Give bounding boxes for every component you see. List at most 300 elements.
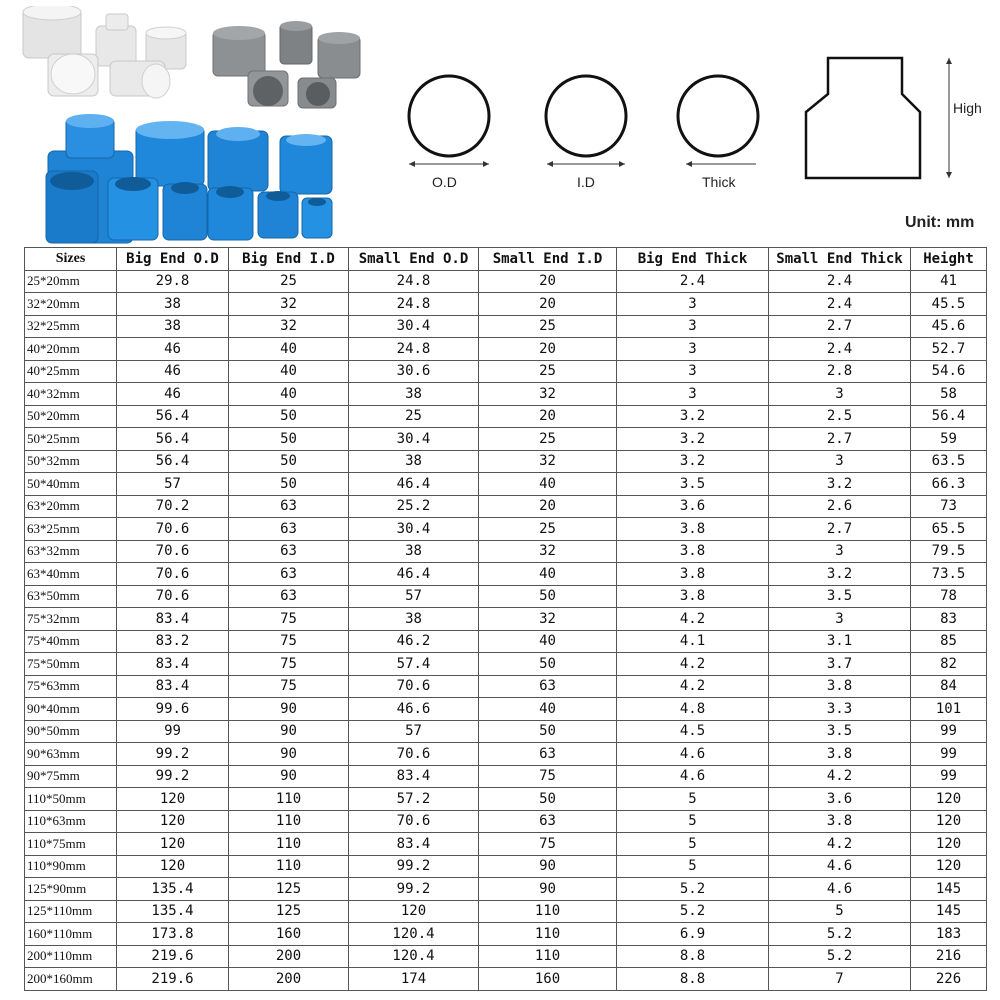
table-cell: 70.6: [349, 810, 479, 833]
table-cell: 32: [479, 608, 617, 631]
table-cell: 3: [617, 338, 769, 361]
table-cell: 200: [229, 968, 349, 991]
table-cell: 41: [911, 270, 987, 293]
high-label: High: [953, 100, 982, 116]
table-cell: 25: [479, 518, 617, 541]
table-cell: 110: [229, 855, 349, 878]
table-cell: 3.2: [617, 405, 769, 428]
table-cell: 110: [479, 900, 617, 923]
table-cell: 99: [117, 720, 229, 743]
table-cell: 99.2: [117, 765, 229, 788]
table-cell: 25: [479, 315, 617, 338]
table-cell: 3: [617, 293, 769, 316]
table-cell: 216: [911, 945, 987, 968]
table-row: [25, 810, 987, 833]
table-header-row: [25, 248, 987, 271]
table-cell: 99: [911, 765, 987, 788]
inner-diameter-diagram: [546, 76, 626, 167]
table-cell: 83.4: [349, 765, 479, 788]
thick-label: Thick: [702, 174, 736, 190]
table-cell: 50: [479, 653, 617, 676]
table-cell: 50: [229, 405, 349, 428]
table-cell: 110*90mm: [25, 855, 117, 878]
table-cell: 120: [117, 855, 229, 878]
table-cell: 3.5: [617, 473, 769, 496]
table-cell: 200*160mm: [25, 968, 117, 991]
table-cell: 70.6: [349, 675, 479, 698]
table-cell: 75*32mm: [25, 608, 117, 631]
blue-reducer-fittings-image: [46, 114, 332, 243]
table-row: [25, 675, 987, 698]
table-cell: 50*20mm: [25, 405, 117, 428]
table-cell: 46: [117, 360, 229, 383]
table-cell: 63: [479, 675, 617, 698]
table-cell: 50: [479, 788, 617, 811]
table-cell: 90*50mm: [25, 720, 117, 743]
spec-table: [24, 247, 987, 991]
table-cell: 145: [911, 878, 987, 901]
table-cell: 50*32mm: [25, 450, 117, 473]
table-cell: 40: [479, 630, 617, 653]
white-reducer-fittings-image: [23, 6, 186, 98]
table-cell: 3.7: [769, 653, 911, 676]
table-cell: 2.6: [769, 495, 911, 518]
table-row: [25, 878, 987, 901]
table-cell: 8.8: [617, 968, 769, 991]
table-cell: 2.7: [769, 518, 911, 541]
table-cell: 40: [229, 338, 349, 361]
table-cell: 24.8: [349, 338, 479, 361]
table-cell: 219.6: [117, 945, 229, 968]
table-cell: 70.6: [349, 743, 479, 766]
table-cell: 2.4: [769, 293, 911, 316]
table-cell: 5.2: [617, 878, 769, 901]
table-row: [25, 563, 987, 586]
table-cell: 8.8: [617, 945, 769, 968]
table-cell: 63*20mm: [25, 495, 117, 518]
table-cell: 63: [229, 540, 349, 563]
table-cell: 3.2: [769, 563, 911, 586]
table-cell: 120: [911, 810, 987, 833]
table-cell: 90: [229, 698, 349, 721]
header-cell-big-end-od: Big End O.D: [117, 248, 229, 271]
table-cell: 63*50mm: [25, 585, 117, 608]
table-cell: 2.7: [769, 428, 911, 451]
table-cell: 40: [479, 563, 617, 586]
table-cell: 56.4: [117, 405, 229, 428]
table-cell: 56.4: [911, 405, 987, 428]
header-cell-small-end-thick: Small End Thick: [769, 248, 911, 271]
header-cell-small-end-id: Small End I.D: [479, 248, 617, 271]
table-cell: 83: [911, 608, 987, 631]
table-cell: 90: [229, 720, 349, 743]
table-cell: 4.6: [769, 878, 911, 901]
table-cell: 70.6: [117, 540, 229, 563]
table-cell: 3.2: [769, 473, 911, 496]
table-cell: 99.6: [117, 698, 229, 721]
table-cell: 32: [229, 293, 349, 316]
table-cell: 2.4: [769, 270, 911, 293]
table-cell: 2.4: [769, 338, 911, 361]
table-cell: 120: [911, 855, 987, 878]
table-cell: 83.4: [349, 833, 479, 856]
table-cell: 75: [229, 675, 349, 698]
table-cell: 56.4: [117, 428, 229, 451]
table-cell: 3.8: [617, 540, 769, 563]
table-row: [25, 473, 987, 496]
table-cell: 20: [479, 270, 617, 293]
table-cell: 173.8: [117, 923, 229, 946]
table-cell: 3.2: [617, 450, 769, 473]
table-cell: 120: [349, 900, 479, 923]
table-cell: 50: [479, 585, 617, 608]
table-cell: 82: [911, 653, 987, 676]
table-cell: 32: [479, 450, 617, 473]
table-cell: 200*110mm: [25, 945, 117, 968]
table-cell: 160: [229, 923, 349, 946]
table-cell: 24.8: [349, 293, 479, 316]
table-cell: 101: [911, 698, 987, 721]
table-cell: 2.8: [769, 360, 911, 383]
table-cell: 20: [479, 405, 617, 428]
table-cell: 160*110mm: [25, 923, 117, 946]
table-row: [25, 495, 987, 518]
table-cell: 99.2: [349, 855, 479, 878]
table-cell: 63: [479, 743, 617, 766]
table-cell: 83.4: [117, 608, 229, 631]
table-cell: 20: [479, 293, 617, 316]
table-row: [25, 630, 987, 653]
table-cell: 57.2: [349, 788, 479, 811]
table-cell: 90*75mm: [25, 765, 117, 788]
table-cell: 4.2: [617, 653, 769, 676]
table-cell: 5.2: [769, 923, 911, 946]
table-cell: 90: [229, 765, 349, 788]
table-row: [25, 405, 987, 428]
table-cell: 3.8: [617, 585, 769, 608]
table-cell: 110*63mm: [25, 810, 117, 833]
table-cell: 110: [479, 923, 617, 946]
table-cell: 3.2: [617, 428, 769, 451]
table-cell: 56.4: [117, 450, 229, 473]
table-cell: 4.6: [617, 743, 769, 766]
outer-diameter-diagram: [409, 76, 489, 167]
table-cell: 5: [617, 833, 769, 856]
table-cell: 29.8: [117, 270, 229, 293]
table-cell: 57.4: [349, 653, 479, 676]
table-row: [25, 788, 987, 811]
table-cell: 75*63mm: [25, 675, 117, 698]
table-cell: 3: [617, 360, 769, 383]
table-cell: 120.4: [349, 945, 479, 968]
table-cell: 2.5: [769, 405, 911, 428]
table-cell: 40: [479, 698, 617, 721]
table-cell: 40: [229, 360, 349, 383]
table-row: [25, 968, 987, 991]
table-cell: 90*40mm: [25, 698, 117, 721]
table-row: [25, 270, 987, 293]
unit-label: Unit: mm: [905, 214, 975, 231]
table-cell: 110: [229, 833, 349, 856]
table-cell: 50: [229, 473, 349, 496]
table-cell: 40: [229, 383, 349, 406]
table-cell: 125*90mm: [25, 878, 117, 901]
table-cell: 30.4: [349, 428, 479, 451]
table-row: [25, 293, 987, 316]
table-cell: 3.5: [769, 720, 911, 743]
table-cell: 120: [117, 833, 229, 856]
table-row: [25, 360, 987, 383]
table-cell: 25: [349, 405, 479, 428]
table-cell: 32*20mm: [25, 293, 117, 316]
table-cell: 90: [479, 855, 617, 878]
od-label: O.D: [432, 174, 457, 190]
table-cell: 90: [479, 878, 617, 901]
table-cell: 63: [229, 563, 349, 586]
table-cell: 65.5: [911, 518, 987, 541]
table-cell: 46.2: [349, 630, 479, 653]
table-cell: 63: [229, 495, 349, 518]
table-cell: 3: [769, 383, 911, 406]
table-cell: 110*50mm: [25, 788, 117, 811]
product-photos: [18, 6, 398, 246]
table-cell: 46: [117, 383, 229, 406]
table-cell: 30.4: [349, 518, 479, 541]
table-cell: 125: [229, 878, 349, 901]
table-cell: 38: [117, 315, 229, 338]
table-cell: 3.8: [769, 675, 911, 698]
table-cell: 50: [229, 428, 349, 451]
table-cell: 30.4: [349, 315, 479, 338]
table-cell: 200: [229, 945, 349, 968]
table-cell: 63: [479, 810, 617, 833]
table-row: [25, 653, 987, 676]
table-row: [25, 518, 987, 541]
table-row: [25, 450, 987, 473]
table-cell: 4.6: [617, 765, 769, 788]
table-cell: 38: [349, 540, 479, 563]
table-cell: 50*25mm: [25, 428, 117, 451]
table-cell: 58: [911, 383, 987, 406]
table-cell: 3.8: [769, 743, 911, 766]
table-cell: 25: [229, 270, 349, 293]
table-cell: 120: [911, 788, 987, 811]
table-cell: 63: [229, 585, 349, 608]
table-cell: 25: [479, 360, 617, 383]
table-cell: 83.4: [117, 653, 229, 676]
table-cell: 38: [349, 450, 479, 473]
table-cell: 70.6: [117, 518, 229, 541]
table-row: [25, 833, 987, 856]
table-cell: 3.5: [769, 585, 911, 608]
table-cell: 75: [479, 765, 617, 788]
header-cell-height: Height: [911, 248, 987, 271]
table-cell: 83.2: [117, 630, 229, 653]
table-cell: 84: [911, 675, 987, 698]
table-cell: 40*32mm: [25, 383, 117, 406]
table-cell: 57: [349, 585, 479, 608]
table-cell: 2.7: [769, 315, 911, 338]
table-cell: 120.4: [349, 923, 479, 946]
table-cell: 4.6: [769, 855, 911, 878]
table-cell: 120: [117, 810, 229, 833]
header-cell-small-end-od: Small End O.D: [349, 248, 479, 271]
id-label: I.D: [577, 174, 595, 190]
header-cell-big-end-thick: Big End Thick: [617, 248, 769, 271]
table-cell: 5: [769, 900, 911, 923]
table-cell: 219.6: [117, 968, 229, 991]
table-cell: 25*20mm: [25, 270, 117, 293]
table-cell: 7: [769, 968, 911, 991]
table-cell: 50*40mm: [25, 473, 117, 496]
table-cell: 63*40mm: [25, 563, 117, 586]
table-cell: 99.2: [117, 743, 229, 766]
table-cell: 99: [911, 720, 987, 743]
table-cell: 90: [229, 743, 349, 766]
table-cell: 75: [479, 833, 617, 856]
table-cell: 63*25mm: [25, 518, 117, 541]
table-cell: 32: [479, 383, 617, 406]
table-cell: 20: [479, 495, 617, 518]
table-cell: 32: [229, 315, 349, 338]
table-cell: 25: [479, 428, 617, 451]
table-cell: 5.2: [617, 900, 769, 923]
table-cell: 70.2: [117, 495, 229, 518]
table-cell: 3: [617, 383, 769, 406]
table-cell: 78: [911, 585, 987, 608]
table-cell: 6.9: [617, 923, 769, 946]
table-cell: 75: [229, 653, 349, 676]
table-cell: 135.4: [117, 878, 229, 901]
table-cell: 125*110mm: [25, 900, 117, 923]
table-cell: 110*75mm: [25, 833, 117, 856]
dimension-diagram: [400, 50, 1000, 200]
height-diagram: [806, 58, 952, 178]
table-row: [25, 315, 987, 338]
table-row: [25, 428, 987, 451]
table-cell: 50: [229, 450, 349, 473]
table-cell: 46.6: [349, 698, 479, 721]
table-cell: 120: [117, 788, 229, 811]
table-row: [25, 855, 987, 878]
table-cell: 85: [911, 630, 987, 653]
grey-reducer-fittings-image: [213, 21, 360, 108]
table-cell: 4.2: [617, 608, 769, 631]
table-cell: 4.2: [769, 765, 911, 788]
table-cell: 135.4: [117, 900, 229, 923]
table-cell: 3.1: [769, 630, 911, 653]
table-cell: 40*20mm: [25, 338, 117, 361]
table-cell: 25.2: [349, 495, 479, 518]
table-cell: 46.4: [349, 473, 479, 496]
table-row: [25, 765, 987, 788]
table-cell: 174: [349, 968, 479, 991]
table-cell: 32: [479, 540, 617, 563]
table-cell: 38: [349, 383, 479, 406]
table-cell: 57: [349, 720, 479, 743]
table-cell: 45.6: [911, 315, 987, 338]
table-cell: 40: [479, 473, 617, 496]
table-cell: 45.5: [911, 293, 987, 316]
table-cell: 3.6: [617, 495, 769, 518]
table-cell: 24.8: [349, 270, 479, 293]
table-cell: 3.6: [769, 788, 911, 811]
table-cell: 4.5: [617, 720, 769, 743]
table-row: [25, 608, 987, 631]
table-cell: 59: [911, 428, 987, 451]
table-row: [25, 585, 987, 608]
table-row: [25, 743, 987, 766]
table-cell: 5: [617, 855, 769, 878]
table-cell: 73: [911, 495, 987, 518]
table-cell: 183: [911, 923, 987, 946]
table-cell: 99: [911, 743, 987, 766]
thickness-diagram: [678, 76, 758, 167]
table-cell: 50: [479, 720, 617, 743]
table-cell: 70.6: [117, 563, 229, 586]
table-cell: 52.7: [911, 338, 987, 361]
table-cell: 145: [911, 900, 987, 923]
table-row: [25, 338, 987, 361]
table-cell: 79.5: [911, 540, 987, 563]
header-cell-big-end-id: Big End I.D: [229, 248, 349, 271]
table-row: [25, 383, 987, 406]
table-row: [25, 923, 987, 946]
table-body: [25, 270, 987, 990]
table-cell: 75*50mm: [25, 653, 117, 676]
table-row: [25, 945, 987, 968]
table-cell: 32*25mm: [25, 315, 117, 338]
table-cell: 57: [117, 473, 229, 496]
table-cell: 70.6: [117, 585, 229, 608]
table-cell: 3.3: [769, 698, 911, 721]
table-cell: 20: [479, 338, 617, 361]
table-cell: 66.3: [911, 473, 987, 496]
table-cell: 75: [229, 608, 349, 631]
table-cell: 110: [229, 788, 349, 811]
table-cell: 46: [117, 338, 229, 361]
table-cell: 38: [349, 608, 479, 631]
table-cell: 110: [479, 945, 617, 968]
table-cell: 125: [229, 900, 349, 923]
table-cell: 3: [617, 315, 769, 338]
table-cell: 75*40mm: [25, 630, 117, 653]
table-cell: 3.8: [617, 563, 769, 586]
table-cell: 46.4: [349, 563, 479, 586]
table-cell: 110: [229, 810, 349, 833]
table-cell: 38: [117, 293, 229, 316]
table-cell: 4.8: [617, 698, 769, 721]
table-cell: 63.5: [911, 450, 987, 473]
table-cell: 3: [769, 608, 911, 631]
table-cell: 226: [911, 968, 987, 991]
table-cell: 5: [617, 810, 769, 833]
table-row: [25, 540, 987, 563]
header-cell-sizes: Sizes: [25, 248, 117, 271]
table-cell: 4.1: [617, 630, 769, 653]
table-cell: 54.6: [911, 360, 987, 383]
table-cell: 63*32mm: [25, 540, 117, 563]
table-cell: 2.4: [617, 270, 769, 293]
table-cell: 99.2: [349, 878, 479, 901]
table-cell: 40*25mm: [25, 360, 117, 383]
table-cell: 3: [769, 450, 911, 473]
table-cell: 3: [769, 540, 911, 563]
table-cell: 73.5: [911, 563, 987, 586]
table-cell: 4.2: [617, 675, 769, 698]
table-cell: 3.8: [769, 810, 911, 833]
table-cell: 90*63mm: [25, 743, 117, 766]
